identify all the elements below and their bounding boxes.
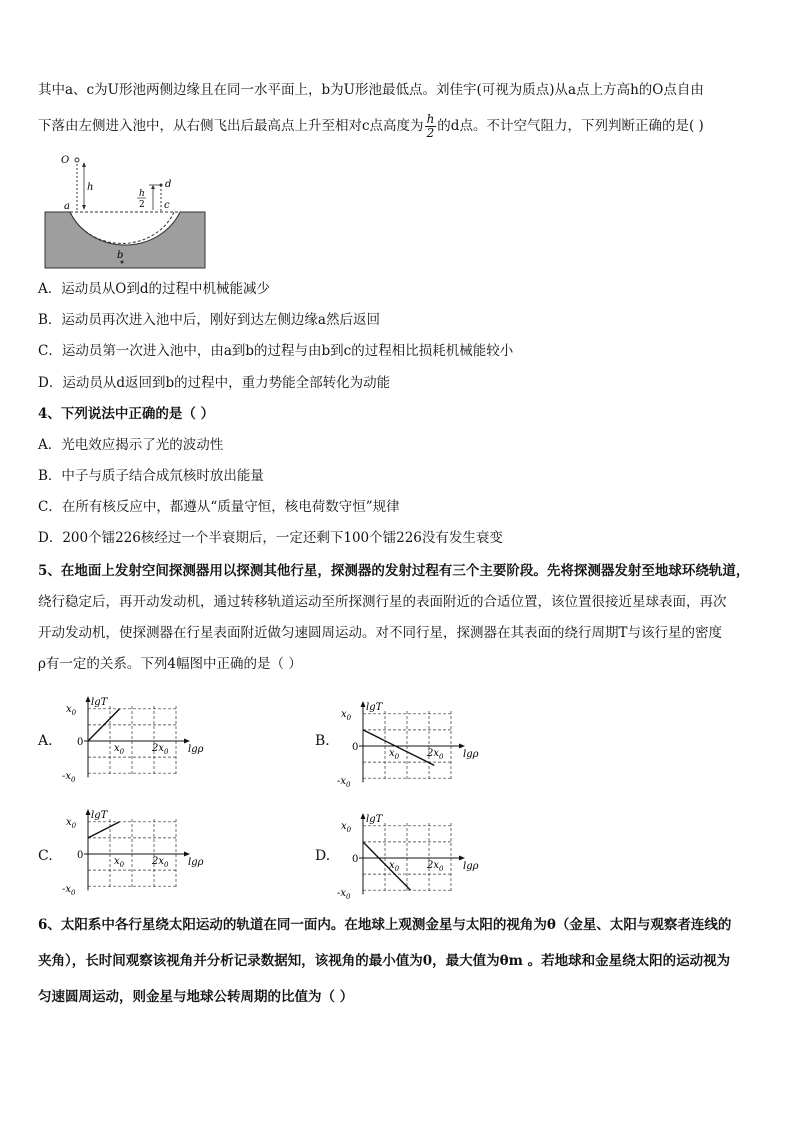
origin-label: 0: [77, 850, 84, 861]
label-half-num: h: [139, 189, 145, 199]
q3-stem-line-1: 其中a、c为U形池两侧边缘且在同一水平面上，b为U形池最低点。刘佳宇(可视为质点)从a点上方高h的O点自由: [38, 82, 704, 98]
label-b: b: [117, 250, 124, 261]
q6-stem-line-3: 匀速圆周运动，则金星与地球公转周期的比值为（ ）: [38, 989, 354, 1005]
y-bottom-tick-label: $-x_0$: [62, 884, 76, 898]
graph-b: [335, 700, 485, 795]
q3-stem-line-2: [38, 113, 704, 140]
x-tick-label-1: $x_0$: [389, 748, 400, 761]
data-line: [88, 822, 120, 838]
y-axis-arrow: [86, 809, 91, 815]
x-axis-arrow: [184, 852, 190, 857]
y-top-tick-label: $x_0$: [66, 816, 77, 830]
graph-d: [335, 812, 479, 904]
q4-option-c: C．在所有核反应中，都遵从“质量守恒，核电荷数守恒”规律: [38, 499, 400, 515]
y-axis-arrow: [361, 813, 366, 819]
q6-stem-line-2: 夹角），长时间观察该视角并分析记录数据知，该视角的最小值为0，最大值为θm 。若地球和金星绕太阳的运动视为: [38, 953, 731, 969]
x-tick-label-2: $2x_0$: [427, 748, 444, 761]
x-tick-label-2: $2x_0$: [152, 856, 169, 869]
label-c: c: [164, 200, 170, 211]
y-top-tick-label: $x_0$: [341, 820, 352, 834]
h-over-2-fraction: [425, 113, 437, 140]
x-axis-arrow: [184, 739, 190, 744]
fraction-denominator: 2: [426, 126, 435, 140]
y-axis-label: lgT: [366, 814, 383, 825]
q6-stem-line-1: [38, 915, 731, 935]
u-pool-figure: [55, 150, 195, 270]
y-top-tick-label: $x_0$: [341, 708, 352, 722]
q5-stem-line-3: 开动发动机，使探测器在行星表面附近做匀速圆周运动。对不同行星，探测器在其表面的绕行周期T与该行星的密度: [38, 625, 723, 641]
q5-stem-line-2: 绕行稳定后，再开动发动机，通过转移轨道运动至所探测行星的表面附近的合适位置，该位置很接近星球表面，再次: [38, 594, 727, 610]
q3-stem-line-2-post: 的d点。不计空气阻力，下列判断正确的是( ): [437, 118, 704, 134]
q5-stem-line-1: 5、在地面上发射空间探测器用以探测其他行星，探测器的发射过程有三个主要阶段。先将探测器发射至地球环绕轨道，: [38, 563, 750, 579]
label-half-den: 2: [139, 200, 145, 210]
q3-option-d: D．运动员从d返回到b的过程中，重力势能全部转化为动能: [38, 375, 391, 391]
data-line: [363, 842, 411, 890]
x-tick-label-1: $x_0$: [389, 860, 400, 873]
graph-b-label: B.: [315, 733, 330, 749]
q4-option-b: B．中子与质子结合成氘核时放出能量: [38, 468, 264, 484]
point-o-marker: [75, 158, 79, 162]
y-axis-label: lgT: [366, 702, 383, 713]
x-axis-arrow: [459, 744, 465, 749]
graph-d-label: D.: [315, 848, 331, 864]
y-bottom-tick-label: $-x_0$: [62, 771, 76, 785]
y-axis-arrow: [86, 696, 91, 702]
label-o: O: [61, 155, 70, 166]
q3-option-a: A．运动员从O到d的过程中机械能减少: [38, 281, 270, 297]
x-tick-label-1: $x_0$: [114, 743, 125, 756]
y-axis-label: lgT: [91, 697, 108, 708]
h-arrow-head-bottom: [82, 205, 86, 210]
x-tick-label-1: $x_0$: [114, 856, 125, 869]
q3-option-c: C．运动员第一次进入池中，由a到b的过程与由b到c的过程相比损耗机械能较小: [38, 343, 514, 359]
y-axis-arrow: [361, 701, 366, 707]
x-axis-label: lgρ: [188, 744, 204, 755]
origin-label: 0: [352, 854, 359, 865]
fraction-numerator: h: [426, 112, 435, 126]
pool-ground: [45, 212, 205, 268]
x-axis-arrow: [459, 856, 465, 861]
y-axis-label: lgT: [91, 810, 108, 821]
y-bottom-tick-label: $-x_0$: [337, 776, 351, 790]
x-tick-label-2: $2x_0$: [427, 860, 444, 873]
label-a: a: [64, 201, 70, 212]
q3-option-b: B．运动员再次进入池中后，刚好到达左侧边缘a然后返回: [38, 312, 380, 328]
label-h: h: [87, 182, 94, 193]
y-bottom-tick-label: $-x_0$: [337, 888, 351, 902]
q6-line-1-text: 6、太阳系中各行星绕太阳运动的轨道在同一面内。在地球上观测金星与太阳的视角为θ（金星、太阳与观察者连线的: [38, 917, 732, 933]
q5-stem-line-4: ρ有一定的关系。下列4幅图中正确的是（ ）: [38, 656, 302, 672]
graph-a-label: A.: [38, 733, 53, 749]
q4-option-a: A．光电效应揭示了光的波动性: [38, 437, 224, 453]
h-arrow-head-top: [82, 162, 86, 167]
graph-c: [60, 808, 204, 900]
half-h-arrow-head: [151, 185, 155, 189]
q4-option-d: D．200个镭226核经过一个半衰期后，一定还剩下100个镭226没有发生衰变: [38, 530, 503, 546]
y-top-tick-label: $x_0$: [66, 703, 77, 717]
label-d: d: [165, 179, 172, 190]
x-axis-label: lgρ: [463, 861, 479, 872]
q4-stem: 4、下列说法中正确的是（ ）: [38, 406, 215, 422]
q3-stem-line-2-pre: 下落由左侧进入池中，从右侧飞出后最高点上升至相对c点高度为: [38, 118, 424, 134]
x-tick-label-2: $2x_0$: [152, 743, 169, 756]
graph-c-label: C.: [38, 848, 53, 864]
x-axis-label: lgρ: [463, 749, 479, 760]
origin-label: 0: [352, 742, 359, 753]
x-axis-label: lgρ: [188, 857, 204, 868]
origin-label: 0: [77, 737, 84, 748]
